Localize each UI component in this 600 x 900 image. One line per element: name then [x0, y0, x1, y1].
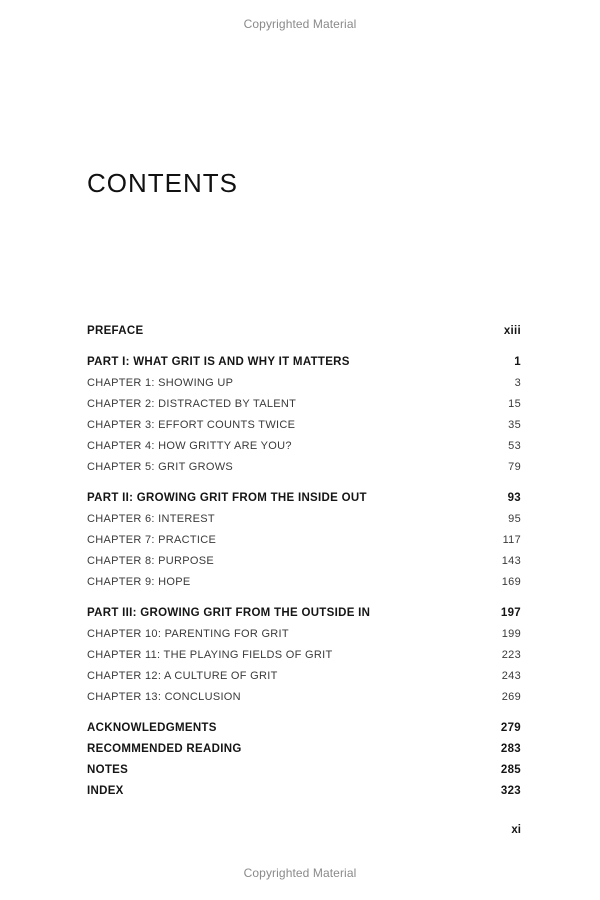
toc-entry-label: CHAPTER 3: EFFORT COUNTS TWICE — [87, 419, 296, 431]
page-number: xi — [511, 824, 521, 836]
toc-entry-part-1 — [87, 356, 521, 374]
toc-entry-page: 269 — [501, 691, 521, 703]
toc-entry-page: 1 — [514, 356, 521, 368]
toc-entry-acknowledgments — [87, 722, 521, 740]
toc-entry-chapter-12 — [87, 670, 521, 688]
toc-entry-label: PART II: GROWING GRIT FROM THE INSIDE OUT — [87, 492, 367, 504]
toc-entry-page: 95 — [508, 513, 521, 525]
toc-entry-label: CHAPTER 5: GRIT GROWS — [87, 461, 234, 473]
toc-entry-part-3 — [87, 607, 521, 625]
toc-entry-label: CHAPTER 12: A CULTURE OF GRIT — [87, 670, 278, 682]
toc-entry-chapter-1 — [87, 377, 521, 395]
toc-entry-label: CHAPTER 11: THE PLAYING FIELDS OF GRIT — [87, 649, 333, 661]
toc-entry-label: INDEX — [87, 785, 124, 797]
toc-entry-chapter-10 — [87, 628, 521, 646]
toc-entry-page: 323 — [500, 785, 521, 797]
toc-entry-recommended-reading — [87, 743, 521, 761]
toc-entry-page: 79 — [508, 461, 521, 473]
toc-entry-label: CHAPTER 1: SHOWING UP — [87, 377, 234, 389]
toc-entry-label: NOTES — [87, 764, 129, 776]
toc-entry-label: RECOMMENDED READING — [87, 743, 242, 755]
toc-entry-label: PART III: GROWING GRIT FROM THE OUTSIDE IN — [87, 607, 371, 619]
toc-entry-page: 35 — [508, 419, 521, 431]
toc-entry-chapter-5 — [87, 461, 521, 479]
page-title: CONTENTS — [87, 168, 238, 198]
toc-entry-chapter-8 — [87, 555, 521, 573]
toc-entry-label: CHAPTER 8: PURPOSE — [87, 555, 215, 567]
toc-entry-index — [87, 785, 521, 803]
toc-entry-chapter-3 — [87, 419, 521, 437]
toc-entry-chapter-4 — [87, 440, 521, 458]
toc-entry-page: 169 — [501, 576, 521, 588]
toc-entry-chapter-11 — [87, 649, 521, 667]
toc-entry-page: 117 — [502, 534, 521, 546]
copyright-watermark-top: Copyrighted Material — [243, 17, 357, 31]
toc-entry-page: 15 — [508, 398, 521, 410]
toc-entry-label: ACKNOWLEDGMENTS — [87, 722, 217, 734]
toc-entry-chapter-6 — [87, 513, 521, 531]
toc-entry-part-2 — [87, 492, 521, 510]
toc-entry-chapter-13 — [87, 691, 521, 709]
toc-entry-label: CHAPTER 7: PRACTICE — [87, 534, 217, 546]
toc-entry-page: 223 — [501, 649, 521, 661]
copyright-watermark-bottom: Copyrighted Material — [243, 866, 357, 880]
toc-entry-page: 283 — [500, 743, 521, 755]
toc-entry-label: CHAPTER 2: DISTRACTED BY TALENT — [87, 398, 297, 410]
toc-entry-label: CHAPTER 4: HOW GRITTY ARE YOU? — [87, 440, 292, 452]
toc-entry-label: PART I: WHAT GRIT IS AND WHY IT MATTERS — [87, 356, 350, 368]
toc-entry-page: 199 — [501, 628, 521, 640]
toc-entry-chapter-9 — [87, 576, 521, 594]
toc-entry-label: CHAPTER 10: PARENTING FOR GRIT — [87, 628, 289, 640]
toc-entry-page: 285 — [500, 764, 521, 776]
toc-entry-page: 3 — [514, 377, 521, 389]
toc-entry-chapter-2 — [87, 398, 521, 416]
toc-entry-label: PREFACE — [87, 325, 144, 337]
toc-entry-notes — [87, 764, 521, 782]
toc-entry-page: xiii — [503, 325, 521, 337]
toc-entry-page: 197 — [500, 607, 521, 619]
toc-entry-label: CHAPTER 6: INTEREST — [87, 513, 215, 525]
toc-entry-page: 143 — [501, 555, 521, 567]
toc-entry-chapter-7 — [87, 534, 521, 552]
toc-entry-page: 279 — [500, 722, 521, 734]
toc-entry-page: 53 — [508, 440, 521, 452]
toc-entry-page: 243 — [501, 670, 521, 682]
toc-entry-preface — [87, 325, 521, 343]
toc-entry-label: CHAPTER 13: CONCLUSION — [87, 691, 241, 703]
toc-entry-page: 93 — [507, 492, 521, 504]
toc-entry-label: CHAPTER 9: HOPE — [87, 576, 191, 588]
